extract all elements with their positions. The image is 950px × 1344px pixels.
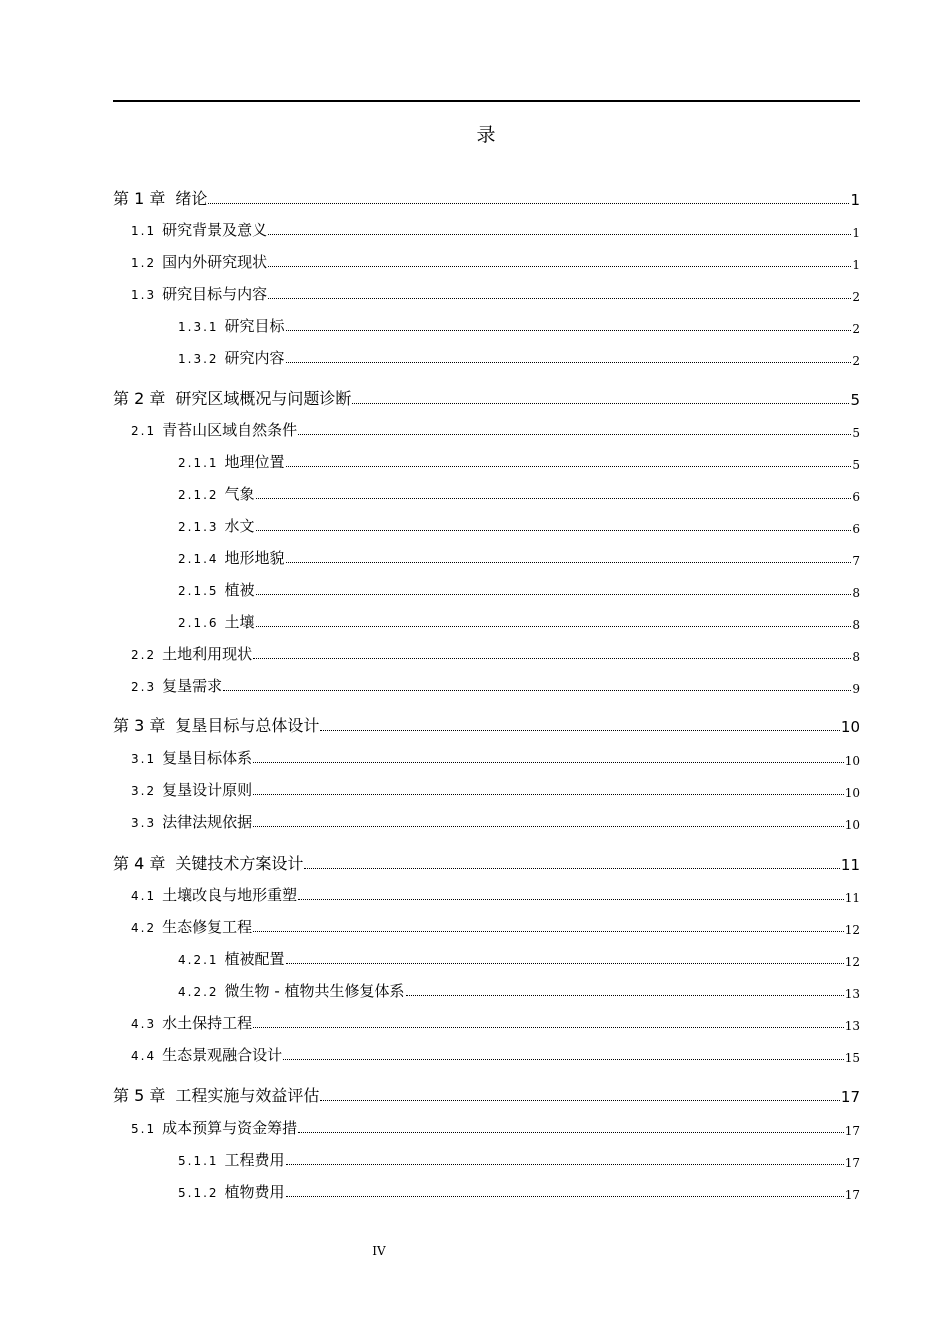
toc-entry-title: 工程费用 [224,1151,285,1169]
toc-entry-number: 1.2 [131,256,157,270]
toc-entry-label [131,884,297,905]
toc-entry-page: 11 [844,891,860,905]
toc-leader-dots [253,794,844,795]
toc-entry-label [113,713,319,736]
toc-entry-number: 4.2 [131,921,157,935]
toc-entry-number: 4.2.2 [178,985,219,999]
toc-entry[interactable] [131,744,860,768]
toc-entry-page: 13 [844,1019,860,1033]
toc-leader-dots [286,466,852,467]
toc-entry-page: 6 [852,490,860,504]
toc-entry-label [131,1044,282,1065]
toc-entry-title: 植被配置 [224,950,285,968]
toc-leader-dots [253,762,844,763]
toc-entry-number: 2.1 [131,424,157,438]
toc-entry-number: 5.1.2 [178,1186,219,1200]
toc-entry[interactable] [178,344,860,368]
toc-entry-number: 2.3 [131,680,157,694]
toc-entry-label [178,483,255,504]
toc-entry-title: 研究目标 [224,317,285,335]
toc-leader-dots [256,594,852,595]
toc-entry-title: 水土保持工程 [162,1014,253,1032]
toc-entry-label [131,1117,297,1138]
toc-leader-dots [298,434,851,435]
toc-entry[interactable] [131,248,860,272]
toc-entry[interactable] [131,881,860,905]
toc-entry-title: 土地利用现状 [162,645,253,663]
toc-entry-number: 第 1 章 [113,189,166,208]
toc-entry-page: 1 [850,191,860,209]
toc-leader-dots [286,1164,844,1165]
toc-entry-label [178,980,405,1001]
toc-entry[interactable] [113,385,860,409]
toc-leader-dots [286,330,852,331]
toc-entry[interactable] [113,850,860,874]
toc-leader-dots [304,868,840,869]
toc-leader-dots [256,498,852,499]
toc-entry-number: 2.1.5 [178,584,219,598]
toc-entry-number: 2.1.1 [178,456,219,470]
toc-entry-title: 研究区域概况与问题诊断 [175,389,352,408]
toc-leader-dots [320,1100,840,1101]
toc-entry-number: 4.1 [131,889,157,903]
toc-entry-number: 2.2 [131,648,157,662]
toc-entry-page: 13 [844,987,860,1001]
toc-entry-label [131,283,267,304]
toc-entry-title: 气象 [224,485,255,503]
toc-entry-title: 国内外研究现状 [162,253,268,271]
toc-entry-title: 绪论 [175,189,208,208]
toc-entry[interactable] [178,1146,860,1170]
toc-entry[interactable] [113,1082,860,1106]
toc-entry-page: 17 [844,1124,860,1138]
toc-leader-dots [256,530,852,531]
toc-entry-label [131,643,252,664]
toc-entry-title: 青苔山区域自然条件 [162,421,298,439]
toc-entry-number: 第 5 章 [113,1086,166,1105]
toc-leader-dots [268,234,851,235]
toc-entry-title: 法律法规依据 [162,813,253,831]
toc-entry-title: 复垦目标体系 [162,749,253,767]
toc-entry-label [131,916,252,937]
toc-entry-page: 7 [852,554,860,568]
toc-leader-dots [406,995,844,996]
toc-entry-number: 3.1 [131,752,157,766]
toc-entry-label [113,386,351,409]
toc-entry-number: 1.3.2 [178,352,219,366]
toc-entry[interactable] [178,608,860,632]
toc-entry[interactable] [113,185,860,209]
toc-entry-page: 1 [852,258,860,272]
toc-leader-dots [268,298,851,299]
toc-leader-dots [253,931,844,932]
toc-entry[interactable] [131,280,860,304]
toc-leader-dots [320,730,840,731]
toc-entry-label [131,779,252,800]
toc-entry-label [178,1181,285,1202]
toc-entry-title: 生态景观融合设计 [162,1046,283,1064]
toc-entry[interactable] [131,913,860,937]
toc-entry[interactable] [113,712,860,736]
toc-entry-title: 土壤改良与地形重塑 [162,886,298,904]
toc-leader-dots [268,266,851,267]
toc-entry-label [131,251,267,272]
toc-entry-label [178,1149,285,1170]
toc-entry-label [178,579,255,600]
toc-leader-dots [208,203,849,204]
toc-entry-page: 1 [852,226,860,240]
toc-entry[interactable] [178,512,860,536]
toc-entry-page: 5 [852,458,860,472]
toc-entry-page: 12 [844,923,860,937]
toc-entry-label [131,419,297,440]
toc-entry-number: 2.1.3 [178,520,219,534]
toc-leader-dots [298,1132,844,1133]
toc-entry-title: 微生物 - 植物共生修复体系 [224,982,405,1000]
toc-entry-page: 10 [844,754,860,768]
toc-entry-number: 2.1.6 [178,616,219,630]
toc-entry-title: 水文 [224,517,255,535]
toc-entry[interactable] [131,1009,860,1033]
toc-leader-dots [223,690,851,691]
toc-entry-number: 第 4 章 [113,854,166,873]
toc-entry-label [178,948,285,969]
toc-entry-title: 研究背景及意义 [162,221,268,239]
toc-entry-page: 5 [852,426,860,440]
toc-entry[interactable] [131,808,860,832]
toc-entry-label [113,186,207,209]
toc-entry-title: 复垦目标与总体设计 [175,716,320,735]
toc-entry-label [113,851,303,874]
toc-leader-dots [253,1027,844,1028]
toc-entry-title: 关键技术方案设计 [175,854,304,873]
toc-leader-dots [256,626,852,627]
toc-entry-page: 10 [844,818,860,832]
toc-entry-page: 11 [840,856,860,874]
toc-entry[interactable] [131,640,860,664]
toc-entry-title: 工程实施与效益评估 [175,1086,320,1105]
toc-entry-page: 10 [840,718,860,736]
toc-entry-page: 8 [852,586,860,600]
toc-entry[interactable] [178,1178,860,1202]
toc-entry-title: 研究内容 [224,349,285,367]
toc-entry[interactable] [178,945,860,969]
toc-entry-page: 9 [852,682,860,696]
toc-entry-number: 1.1 [131,224,157,238]
toc-entry-page: 8 [852,650,860,664]
toc-leader-dots [286,1196,844,1197]
toc-entry-title: 复垦需求 [162,677,223,695]
toc-entry[interactable] [131,216,860,240]
toc-entry-label [131,811,252,832]
toc-entry-title: 土壤 [224,613,255,631]
toc-entry-number: 4.4 [131,1049,157,1063]
toc-entry-number: 5.1.1 [178,1154,219,1168]
toc-entry-number: 3.3 [131,816,157,830]
toc-entry-label [178,451,285,472]
toc-leader-dots [286,963,844,964]
toc-entry-page: 2 [852,290,860,304]
toc-entry-page: 10 [844,786,860,800]
toc-entry-number: 4.3 [131,1017,157,1031]
page-title: 录 [476,124,496,146]
toc-entry-number: 5.1 [131,1122,157,1136]
toc-entry-label [178,347,285,368]
toc-entry-page: 17 [840,1088,860,1106]
toc-entry[interactable] [131,1041,860,1065]
header-rule [113,100,860,102]
toc-entry-label [178,547,285,568]
toc-entry-label [178,315,285,336]
toc-entry-page: 12 [844,955,860,969]
toc-entry-title: 研究目标与内容 [162,285,268,303]
toc-entry-title: 成本预算与资金筹措 [162,1119,298,1137]
toc-entry-label [131,675,222,696]
toc-entry-label [131,747,252,768]
toc-entry-title: 植被 [224,581,255,599]
toc-entry-page: 8 [852,618,860,632]
toc-entry-page: 2 [852,322,860,336]
page-number: IV [372,1244,386,1258]
toc-entry[interactable] [178,448,860,472]
toc-entry[interactable] [178,312,860,336]
toc-entry-number: 1.3 [131,288,157,302]
toc-entry[interactable] [178,480,860,504]
toc-leader-dots [253,826,844,827]
toc-entry-title: 地形地貌 [224,549,285,567]
toc-entry-title: 复垦设计原则 [162,781,253,799]
toc-entry-number: 2.1.4 [178,552,219,566]
toc-entry[interactable] [178,977,860,1001]
toc-entry-label [178,611,255,632]
toc-entry-number: 4.2.1 [178,953,219,967]
toc-entry-label [131,1012,252,1033]
toc-entry-page: 6 [852,522,860,536]
toc-entry[interactable] [178,576,860,600]
toc-entry-number: 1.3.1 [178,320,219,334]
toc-entry[interactable] [131,416,860,440]
toc-entry-number: 3.2 [131,784,157,798]
toc-entry-page: 5 [850,391,860,409]
toc-entry[interactable] [131,672,860,696]
toc-entry-label [113,1083,319,1106]
toc-entry-label [178,515,255,536]
toc-entry[interactable] [131,776,860,800]
toc-entry-page: 15 [844,1051,860,1065]
toc-leader-dots [283,1059,844,1060]
toc-leader-dots [286,562,852,563]
toc-entry-title: 地理位置 [224,453,285,471]
toc-leader-dots [298,899,844,900]
toc-entry[interactable] [178,544,860,568]
toc-entry-page: 2 [852,354,860,368]
toc-leader-dots [286,362,852,363]
toc-entry-title: 生态修复工程 [162,918,253,936]
toc-leader-dots [352,403,849,404]
toc-entry-page: 17 [844,1188,860,1202]
toc-entry-number: 第 2 章 [113,389,166,408]
toc-entry-number: 第 3 章 [113,716,166,735]
toc-entry[interactable] [131,1114,860,1138]
toc-entry-page: 17 [844,1156,860,1170]
toc-leader-dots [253,658,851,659]
toc-entry-title: 植物费用 [224,1183,285,1201]
toc-entry-number: 2.1.2 [178,488,219,502]
toc-entry-label [131,219,267,240]
